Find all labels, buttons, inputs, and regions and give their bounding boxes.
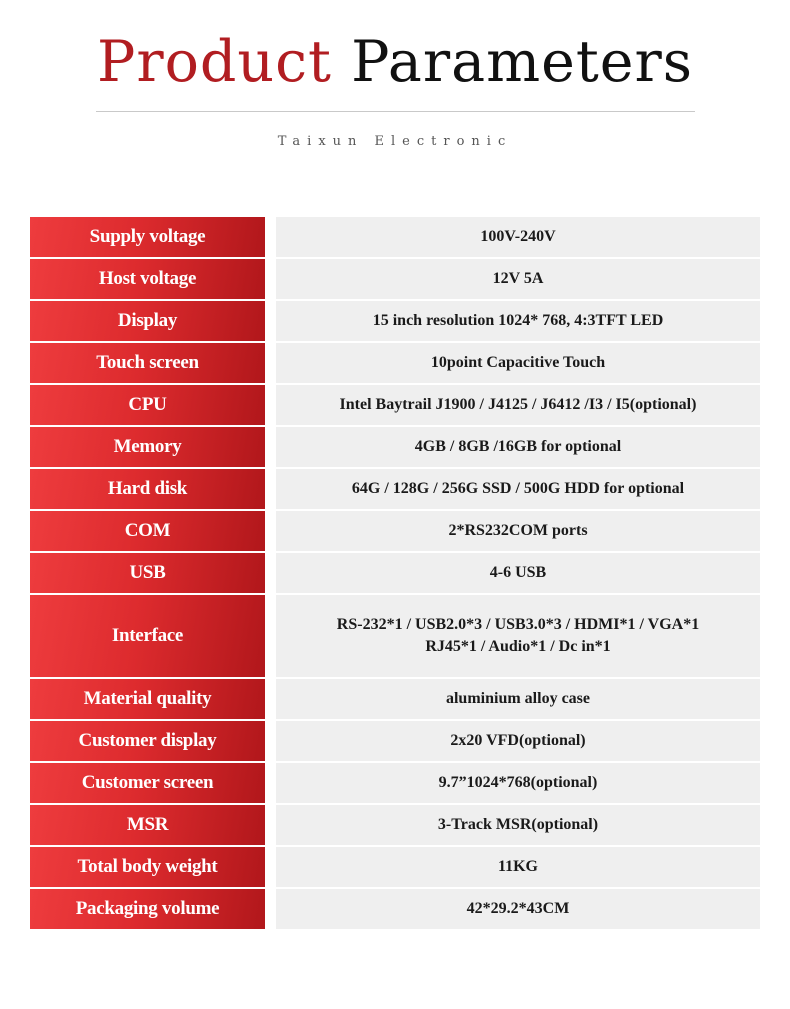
spec-label: Touch screen <box>30 343 265 383</box>
company-subtitle: Taixun Electronic <box>277 134 513 149</box>
spec-label: Total body weight <box>30 847 265 887</box>
spec-value-line: 15 inch resolution 1024* 768, 4:3TFT LED <box>372 312 664 329</box>
spec-row <box>30 385 760 425</box>
row-gap <box>265 301 276 341</box>
spec-row <box>30 721 760 761</box>
title-product: Product <box>96 29 332 95</box>
spec-value-line: 12V 5A <box>492 270 544 287</box>
spec-value-line: 3-Track MSR(optional) <box>437 816 599 833</box>
spec-value-line: 10point Capacitive Touch <box>430 354 606 371</box>
page-title <box>0 22 790 102</box>
spec-value <box>276 217 760 257</box>
spec-label: Host voltage <box>30 259 265 299</box>
spec-label: COM <box>30 511 265 551</box>
spec-label: Memory <box>30 427 265 467</box>
spec-row <box>30 469 760 509</box>
row-gap <box>265 679 276 719</box>
title-parameters: Parameters <box>351 29 693 95</box>
row-gap <box>265 553 276 593</box>
spec-value <box>276 595 760 677</box>
spec-row <box>30 259 760 299</box>
spec-row <box>30 217 760 257</box>
spec-value <box>276 763 760 803</box>
title-divider <box>96 111 695 112</box>
spec-value-line: 42*29.2*43CM <box>466 900 570 917</box>
row-gap <box>265 847 276 887</box>
row-gap <box>265 763 276 803</box>
spec-row <box>30 553 760 593</box>
spec-table <box>30 217 760 931</box>
row-gap <box>265 595 276 677</box>
row-gap <box>265 805 276 845</box>
row-gap <box>265 889 276 929</box>
spec-value-line: 4GB / 8GB /16GB for optional <box>414 438 622 455</box>
spec-row <box>30 889 760 929</box>
spec-value <box>276 889 760 929</box>
spec-label: Display <box>30 301 265 341</box>
spec-value-line: 9.7”1024*768(optional) <box>438 774 598 791</box>
spec-label: Customer screen <box>30 763 265 803</box>
row-gap <box>265 343 276 383</box>
spec-value <box>276 259 760 299</box>
spec-label: Supply voltage <box>30 217 265 257</box>
spec-value-line: RJ45*1 / Audio*1 / Dc in*1 <box>425 638 611 655</box>
spec-label: Interface <box>30 595 265 677</box>
spec-label: MSR <box>30 805 265 845</box>
spec-value <box>276 469 760 509</box>
spec-label: Hard disk <box>30 469 265 509</box>
spec-value <box>276 553 760 593</box>
spec-value-line: 2*RS232COM ports <box>448 522 588 539</box>
spec-value-line: 4-6 USB <box>489 564 547 581</box>
row-gap <box>265 259 276 299</box>
spec-value <box>276 343 760 383</box>
spec-label: Customer display <box>30 721 265 761</box>
spec-row <box>30 679 760 719</box>
spec-label: CPU <box>30 385 265 425</box>
row-gap <box>265 427 276 467</box>
spec-value-line: RS-232*1 / USB2.0*3 / USB3.0*3 / HDMI*1 / VGA*1 <box>336 616 700 633</box>
row-gap <box>265 511 276 551</box>
spec-row <box>30 427 760 467</box>
spec-row <box>30 805 760 845</box>
row-gap <box>265 217 276 257</box>
spec-row <box>30 343 760 383</box>
spec-value <box>276 805 760 845</box>
spec-row <box>30 763 760 803</box>
row-gap <box>265 721 276 761</box>
spec-row <box>30 595 760 677</box>
spec-value-line: 64G / 128G / 256G SSD / 500G HDD for optional <box>351 480 685 497</box>
spec-label: Material quality <box>30 679 265 719</box>
spec-value-line: 100V-240V <box>480 228 556 245</box>
row-gap <box>265 385 276 425</box>
spec-value <box>276 385 760 425</box>
spec-value <box>276 427 760 467</box>
row-gap <box>265 469 276 509</box>
spec-label: Packaging volume <box>30 889 265 929</box>
spec-row <box>30 301 760 341</box>
spec-label: USB <box>30 553 265 593</box>
spec-value-line: aluminium alloy case <box>445 690 590 707</box>
spec-value <box>276 679 760 719</box>
spec-value <box>276 301 760 341</box>
spec-value <box>276 847 760 887</box>
spec-value-line: Intel Baytrail J1900 / J4125 / J6412 /I3 / I5(optional) <box>339 396 697 413</box>
spec-value-line: 2x20 VFD(optional) <box>450 732 586 749</box>
spec-row <box>30 511 760 551</box>
spec-value <box>276 721 760 761</box>
spec-value-line: 11KG <box>497 858 538 875</box>
spec-value <box>276 511 760 551</box>
spec-row <box>30 847 760 887</box>
